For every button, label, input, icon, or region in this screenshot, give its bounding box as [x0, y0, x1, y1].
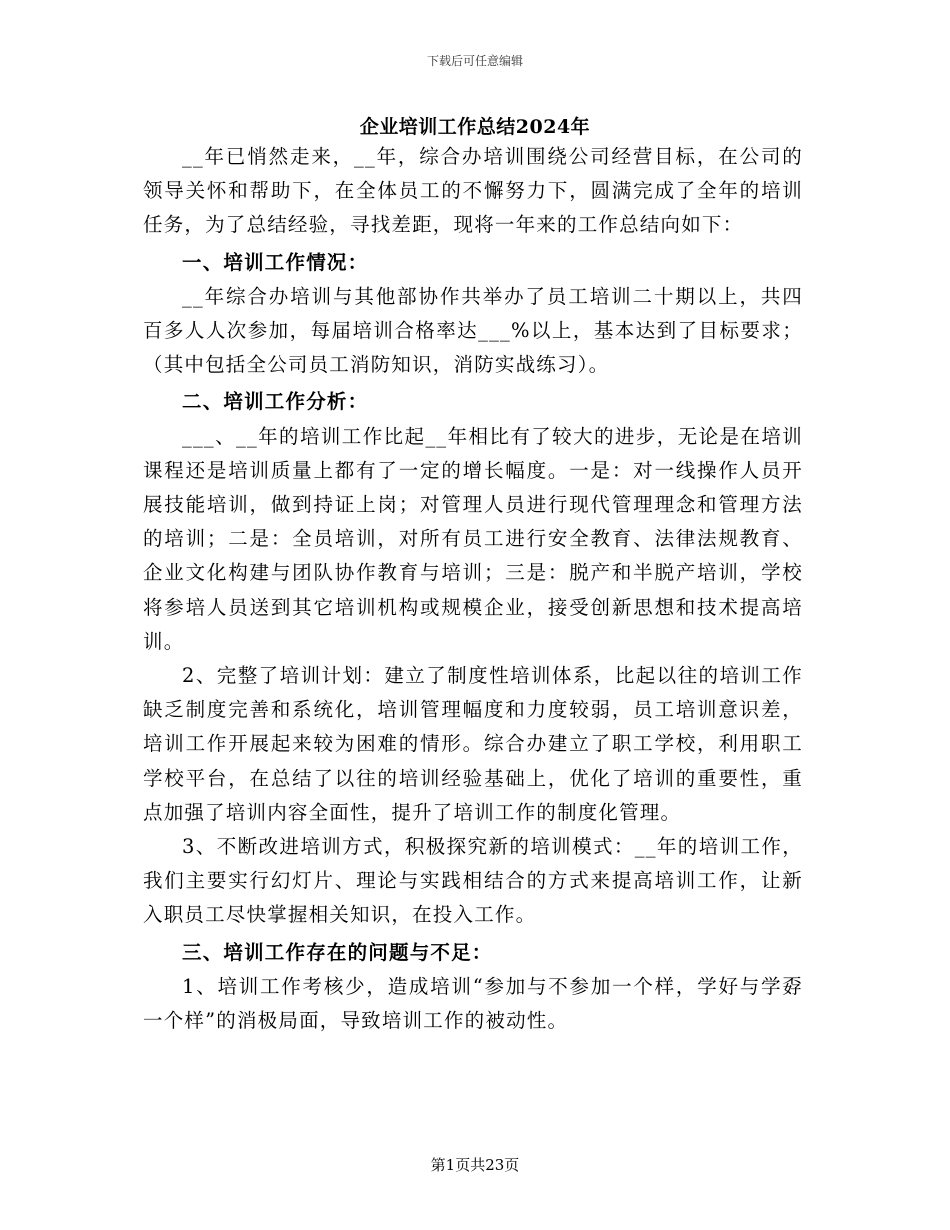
section-2-paragraph-1: ___、__年的培训工作比起__年相比有了较大的进步，无论是在培训课程还是培训质量上都有了一定的增长幅度。一是：对一线操作人员开展技能培训，做到持证上岗；对管理人员进行现代管理理念和管理方法的培训；二是：全员培训，对所有员工进行安全教育、法律法规教育、企业文化构建与团队协作教育与培训；三是：脱产和半脱产培训，学校将参培人员送到其它培训机构或规模企业，接受创新思想和技术提高培训。 — [143, 424, 803, 653]
document-title: 企业培训工作总结2024年 — [359, 116, 591, 138]
section-3-paragraph-1: 1、培训工作考核少，造成培训“参加与不参加一个样，学好与学孬一个样”的消极局面，导致培训工作的被动性。 — [143, 974, 803, 1033]
section-heading-3: 三、培训工作存在的问题与不足： — [182, 940, 493, 964]
section-1-paragraph-1: __年综合办培训与其他部协作共举办了员工培训二十期以上，共四百多人人次参加，每届培训合格率达___%以上，基本达到了目标要求；（其中包括全公司员工消防知识，消防实战练习）。 — [143, 284, 803, 377]
section-2-paragraph-3: 3、不断改进培训方式，积极探究新的培训模式：__年的培训工作，我们主要实行幻灯片、理论与实践相结合的方式来提高培训工作，让新入职员工尽快掌握相关知识，在投入工作。 — [143, 835, 803, 927]
section-2-paragraph-2: 2、完整了培训计划：建立了制度性培训体系，比起以往的培训工作缺乏制度完善和系统化，培训管理幅度和力度较弱，员工培训意识差，培训工作开展起来较为困难的情形。综合办建立了职工学校，利用职工学校平台，在总结了以往的培训经验基础上，优化了培训的重要性，重点加强了培训内容全面性，提升了培训工作的制度化管理。 — [143, 664, 803, 824]
intro-paragraph: __年已悄然走来，__年，综合办培训围绕公司经营目标，在公司的领导关怀和帮助下，在全体员工的不懈努力下，圆满完成了全年的培训任务，为了总结经验，寻找差距，现将一年来的工作总结向如下： — [143, 145, 803, 237]
document-body — [143, 140, 803, 1038]
section-heading-2: 二、培训工作分析： — [182, 390, 369, 414]
section-heading-1: 一、培训工作情况： — [182, 250, 369, 274]
page-number-footer: 第1页共23页 — [430, 1156, 520, 1174]
header-note: 下载后可任意编辑 — [426, 54, 523, 68]
